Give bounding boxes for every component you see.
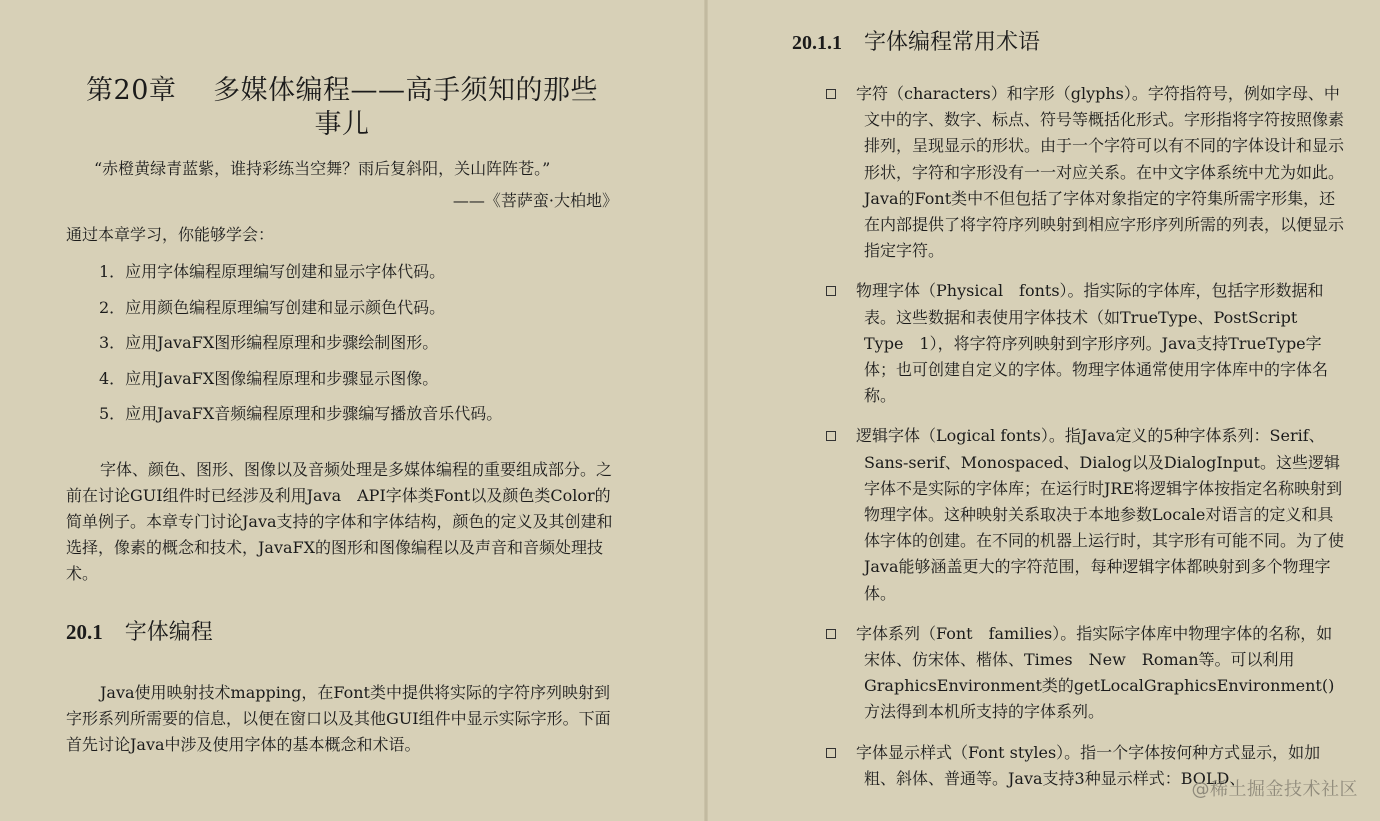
checkbox-bullet-icon xyxy=(826,89,836,99)
objective-item: 5．应用JavaFX音频编程原理和步骤编写播放音乐代码。 xyxy=(99,404,503,423)
term-text: 字体系列（Font families）。指实际字体库中物理字体的名称，如宋体、仿宋体、楷体、Times New Roman等。可以利用GraphicsEnvironment类的getLocalGraphicsEnvironment()方法得到本机所支持的字体系列。 xyxy=(856,623,1335,722)
objective-item: 2．应用颜色编程原理编写创建和显示颜色代码。 xyxy=(99,297,446,317)
objectives-list xyxy=(66,254,618,432)
objective-item: 4．应用JavaFX图像编程原理和步骤显示图像。 xyxy=(99,368,439,388)
term-text: 字体显示样式（Font styles）。指一个字体按何种方式显示，如加粗、斜体、普通等。Java支持3种显示样式：BOLD、 xyxy=(856,742,1321,788)
term-item xyxy=(792,81,1346,264)
checkbox-bullet-icon xyxy=(826,629,836,639)
section-number: 20.1 xyxy=(66,619,103,644)
epigraph-quote: “赤橙黄绿青蓝紫，谁持彩练当空舞？雨后复斜阳，关山阵阵苍。” xyxy=(94,159,551,178)
subsection-number: 20.1.1 xyxy=(792,32,842,54)
objectives-intro: 通过本章学习，你能够学会： xyxy=(66,225,275,244)
chapter-title-line1: 多媒体编程——高手须知的那些 xyxy=(212,75,598,106)
checkbox-bullet-icon xyxy=(826,286,836,296)
watermark: @稀土掘金技术社区 xyxy=(1191,779,1358,800)
right-page xyxy=(708,0,1380,821)
objective-item: 1．应用字体编程原理编写创建和显示字体代码。 xyxy=(99,262,446,281)
checkbox-bullet-icon xyxy=(826,748,836,758)
section-heading xyxy=(66,617,618,648)
subsection-heading xyxy=(792,28,1346,58)
section-paragraph: Java使用映射技术mapping，在Font类中提供将实际的字符序列映射到字形系列所需要的信息，以便在窗口以及其他GUI组件中显示实际字形。下面首先讨论Java中涉及使用字体的基本概念和术语。 xyxy=(66,682,611,754)
chapter-number: 第20章 xyxy=(86,75,177,106)
term-text: 字符（characters）和字形（glyphs）。字符指符号，例如字母、中文中的字、数字、标点、符号等概括化形式。字形指将字符按照像素排列，呈现显示的形状。由于一个字符可以有不同的字体设计和显示形状，字符和字形没有一一对应关系。在中文字体系统中尤为如此。Java的Font类中不但包括了字体对象指定的字符集所需字形集，还在内部提供了将字符序列映射到相应字形序列所需的列表，以便显示指定字符。 xyxy=(856,84,1345,261)
objective-item: 3．应用JavaFX图形编程原理和步骤绘制图形。 xyxy=(99,333,439,352)
term-item xyxy=(792,278,1346,409)
chapter-title-line2: 事儿 xyxy=(314,109,370,140)
term-item xyxy=(792,621,1346,726)
epigraph-source: ——《菩萨蛮·大柏地》 xyxy=(452,191,618,210)
term-text: 逻辑字体（Logical fonts）。指Java定义的5种字体系列：Serif、Sans-serif、Monospaced、Dialog以及DialogInput。这些逻辑字体不是实际的字体库；在运行时JRE将逻辑字体按指定名称映射到物理字体。这种映射关系取决于本地参数Locale对语言的定义和具体字体的创建。在不同的机器上运行时，其字形有可能不同。为了使Java能够涵盖更大的字符范围，每种逻辑字体都映射到多个物理字体。 xyxy=(856,426,1345,603)
chapter-title xyxy=(66,74,618,142)
term-text: 物理字体（Physical fonts）。指实际的字体库，包括字形数据和表。这些数据和表使用字体技术（如TrueType、PostScript Type 1），将字符序列映射到字形序列。Java支持TrueType字体；也可创建自定义的字体。物理字体通常使用字体库中的字体名称。 xyxy=(856,281,1329,406)
section-title: 字体编程 xyxy=(124,619,213,645)
term-item xyxy=(792,423,1346,606)
subsection-title: 字体编程常用术语 xyxy=(864,30,1041,55)
terms-list xyxy=(792,81,1346,792)
overview-paragraph: 字体、颜色、图形、图像以及音频处理是多媒体编程的重要组成部分。之前在讨论GUI组件时已经涉及利用Java API字体类Font以及颜色类Color的简单例子。本章专门讨论Java支持的字体和字体结构，颜色的定义及其创建和选择，像素的概念和技术，JavaFX的图形和图像编程以及声音和音频处理技术。 xyxy=(66,459,613,583)
checkbox-bullet-icon xyxy=(826,431,836,441)
